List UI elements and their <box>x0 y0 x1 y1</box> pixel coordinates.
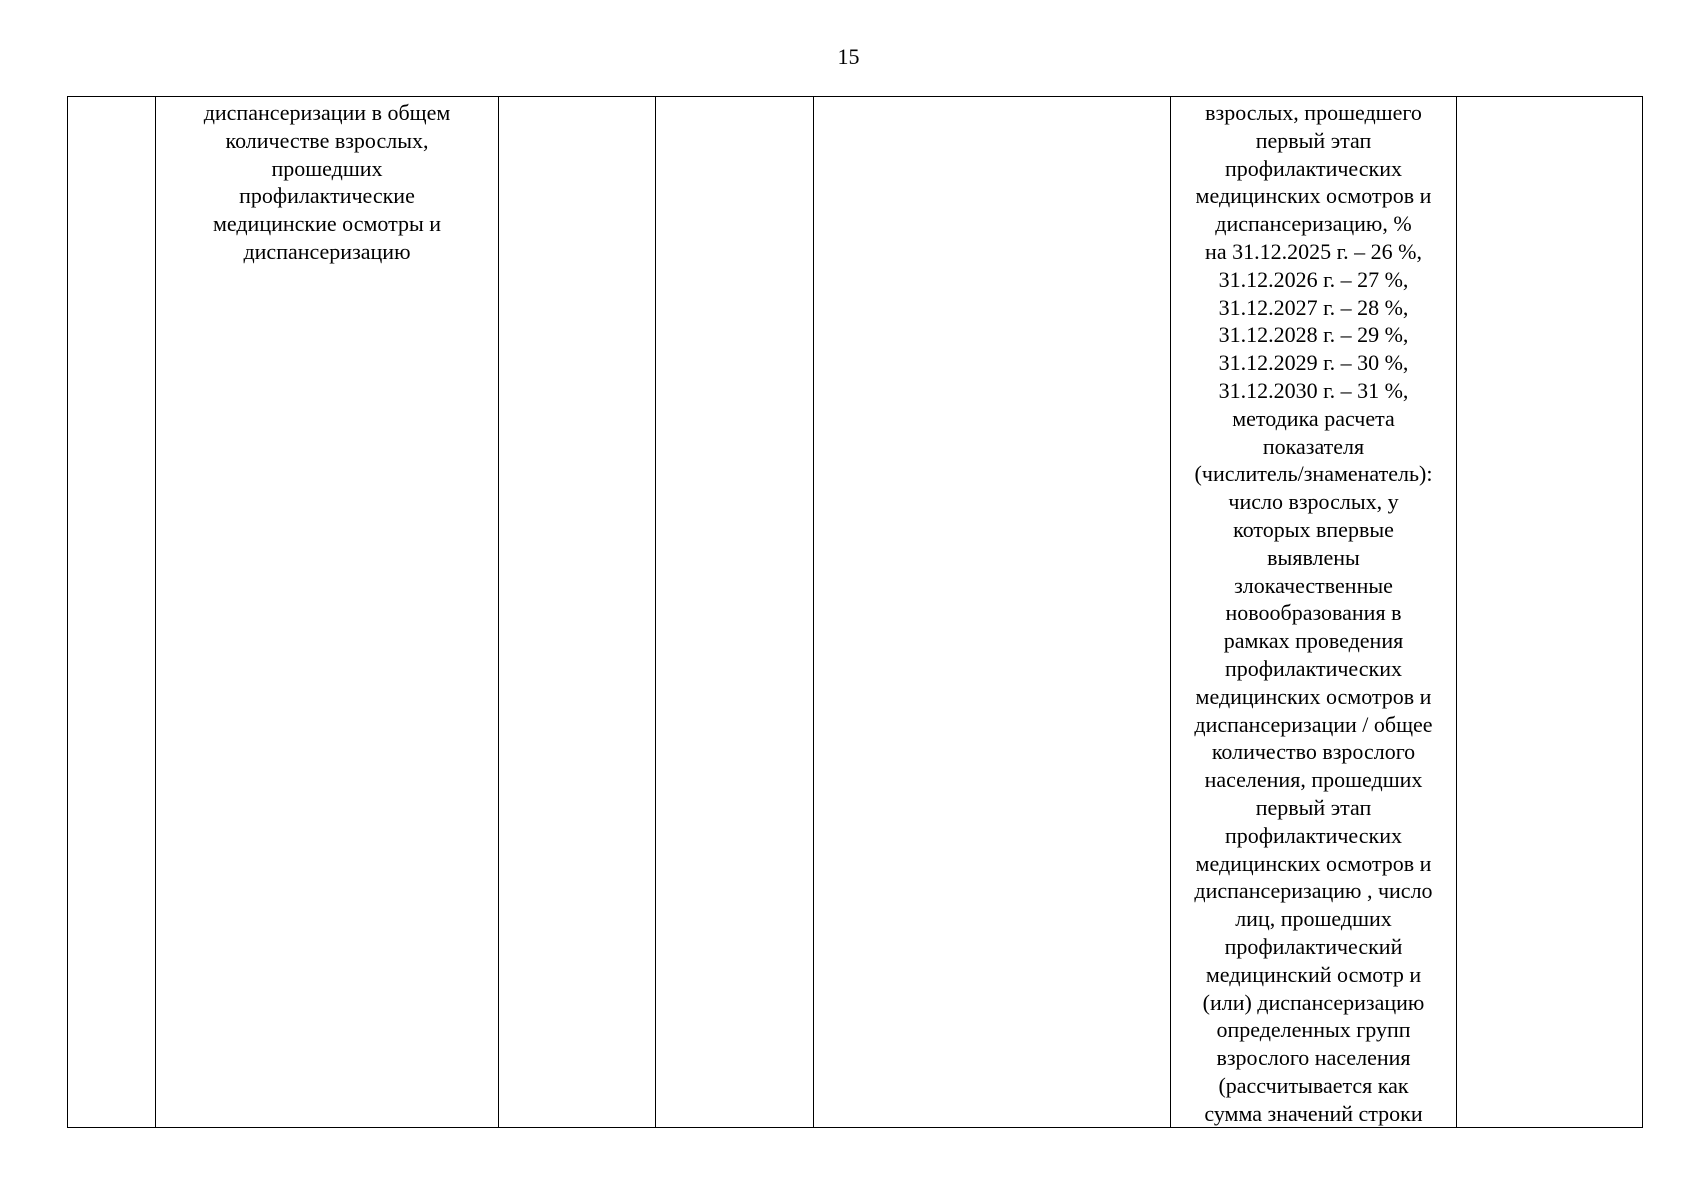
table-row <box>68 97 1643 1128</box>
page-number: 15 <box>837 44 860 69</box>
cell-text: диспансеризации в общем количестве взрослых, прошедших профилактические медицинские осмотры и диспансеризацию <box>203 100 451 264</box>
table-cell-5 <box>814 97 1171 1128</box>
table-cell-7 <box>1457 97 1643 1128</box>
document-table <box>67 96 1643 1128</box>
table-cell-number <box>68 97 156 1128</box>
table-cell-3 <box>499 97 656 1128</box>
table-cell-indicator-name <box>156 97 499 1128</box>
table-cell-methodology <box>1171 97 1457 1128</box>
cell-text: взрослых, прошедшего первый этап профилактических медицинских осмотров и диспансеризацию, % на 31.12.2025 г. – 26 %, 31.12.2026 г. – 27 %, 31.12.2027 г. – 28 %, 31.12.2028 г. – 29 %, 31.12.2029 г. – 30 %, 31.12.2030 г. – 31 %, методика расчета показателя (числитель/знаменатель): число взрослых, у которых впервые выявлены злокачественные новообразования в рамках проведения профилактических медицинских осмотров и диспансеризации / общее количество взрослого населения, прошедших первый этап профилактических медицинских осмотров и диспансеризацию , число лиц, прошедших профилактический медицинский осмотр и (или) диспансеризацию определенных групп взрослого населения (рассчитывается как сумма значений строки <box>1194 100 1433 1126</box>
table-cell-4 <box>656 97 814 1128</box>
